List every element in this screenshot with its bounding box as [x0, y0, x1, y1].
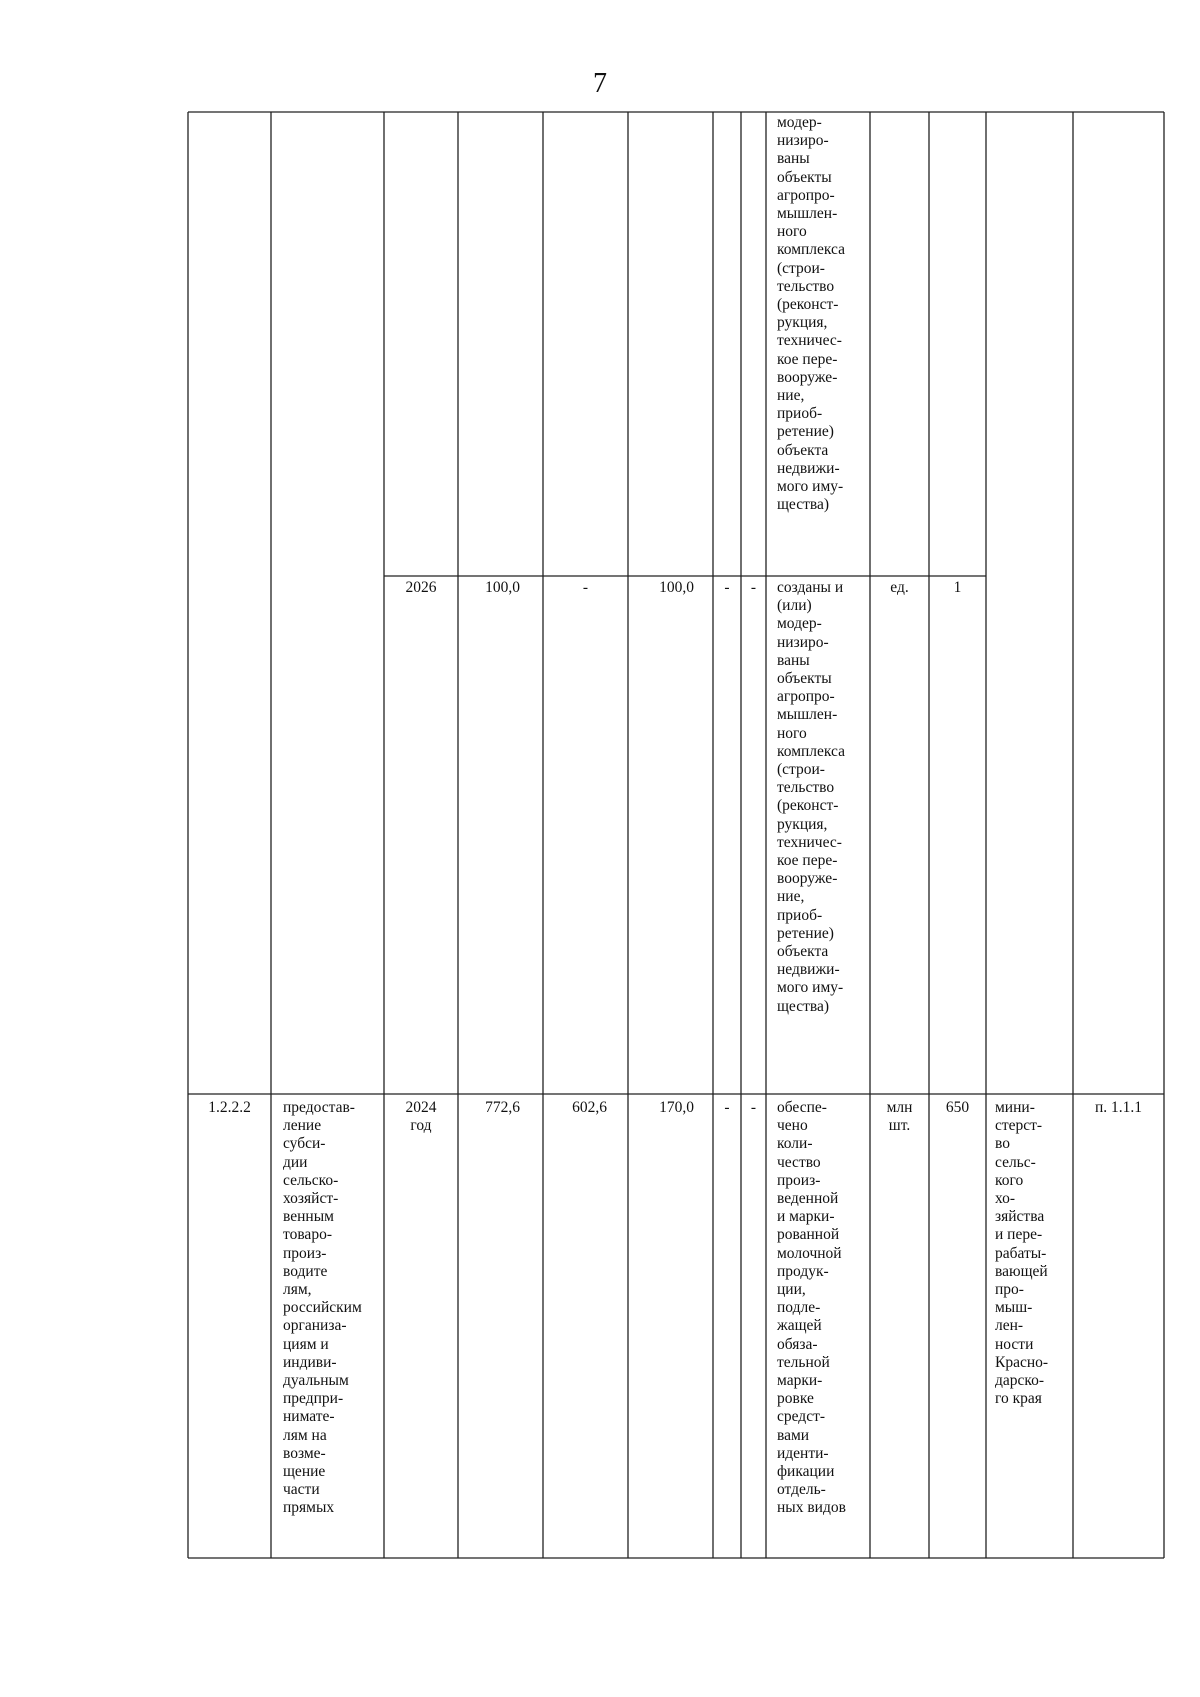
row3-other: -: [750, 1099, 757, 1116]
row2-indicator-text: созданы и (или) модер- низиро- ваны объекты агропро- мышлен- ного комплекса (строи- тельство (реконст- рукция, техничес- кое пере- вооруже- ние, приоб- ретение) объекта недвижи- мого иму- щества): [777, 579, 846, 1015]
row3-total: 772,6: [485, 1099, 520, 1116]
page-number: 7: [593, 68, 607, 99]
row3-code: 1.2.2.2: [208, 1099, 251, 1116]
row3-value: 650: [945, 1099, 970, 1116]
row3-local: -: [724, 1099, 730, 1116]
row2-local: -: [724, 579, 730, 596]
row3-unit: млн шт.: [886, 1099, 913, 1135]
row2-other: -: [750, 579, 757, 596]
row3-reference: п. 1.1.1: [1094, 1099, 1143, 1116]
row2-regional: 100,0: [659, 579, 694, 596]
row2-value: 1: [953, 579, 962, 596]
row2-total: 100,0: [485, 579, 520, 596]
row3-executor: мини- стерст- во сельс- кого хо- зяйства и пере- рабаты- вающей про- мыш- лен- ности Красно- дарско- го края: [995, 1099, 1049, 1408]
row3-federal: 602,6: [572, 1099, 607, 1116]
row1-indicator-text: модер- низиро- ваны объекты агропро- мышлен- ного комплекса (строи- тельство (реконст- рукция, техничес- кое пере- вооруже- ние, приоб- ретение) объекта недвижи- мого иму- щества): [777, 114, 846, 514]
row3-name: предостав- ление субси- дии сельско- хозяйст- венным товаро- произ- водите лям, российским организа- циям и индиви- дуальным предпри- нимате- лям на возме- щение части прямых: [283, 1099, 362, 1517]
row3-regional: 170,0: [659, 1099, 694, 1116]
row2-unit: ед.: [890, 579, 909, 596]
row2-federal: -: [582, 579, 589, 596]
row3-indicator-text: обеспе- чено коли- чество произ- веденной и марки- рованной молочной продук- ции, подле- жащей обяза- тельной марки- ровке средст- вами иденти- фикации отдель- ных видов: [777, 1099, 846, 1517]
row2-year: 2026: [405, 579, 437, 596]
row3-year: 2024 год: [405, 1099, 437, 1135]
